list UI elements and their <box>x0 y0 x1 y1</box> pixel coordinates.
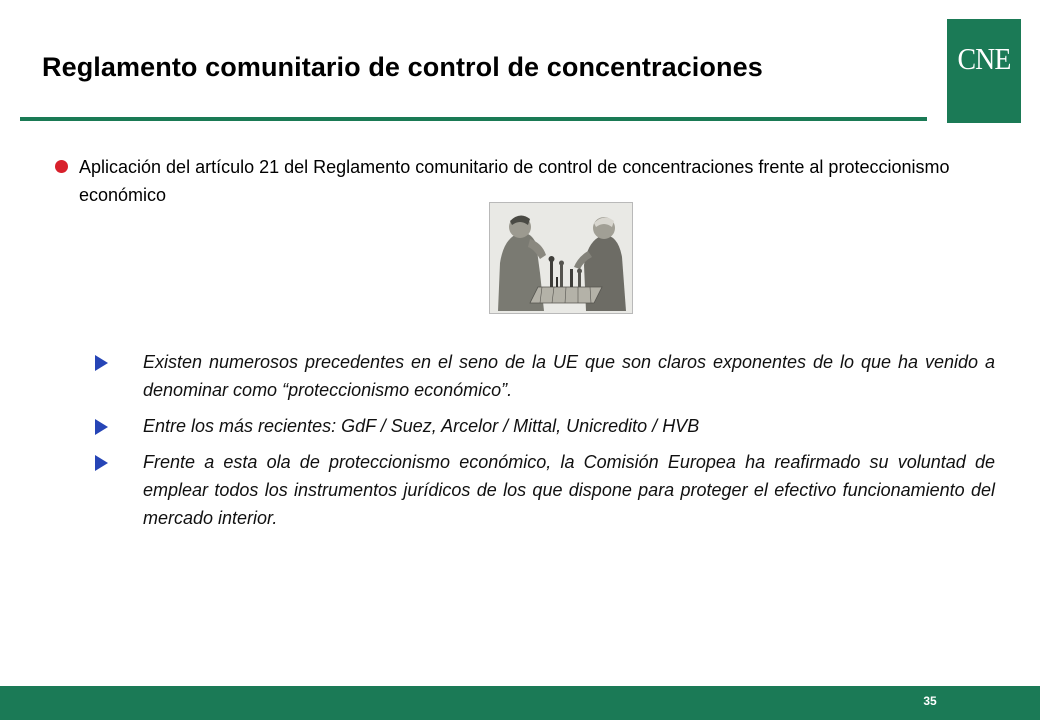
arrow-bullet-icon <box>95 455 108 471</box>
main-bullet-text: Aplicación del artículo 21 del Reglamento comunitario de control de concentraciones frente al proteccionismo económico <box>79 157 950 205</box>
sub-bullet-text: Entre los más recientes: GdF / Suez, Arcelor / Mittal, Unicredito / HVB <box>143 416 700 436</box>
arrow-bullet-icon <box>95 419 108 435</box>
chess-illustration-drawing <box>490 203 632 313</box>
list-item <box>95 348 995 404</box>
arrow-bullet-icon <box>95 355 108 371</box>
slide-title: Reglamento comunitario de control de concentraciones <box>42 52 763 82</box>
footer-bar <box>0 686 1040 720</box>
sub-bullet-text: Frente a esta ola de proteccionismo económico, la Comisión Europea ha reafirmado su voluntad de emplear todos los instrumentos jurídicos de los que dispone para proteger el efectivo funcionamiento del mercado interior. <box>143 452 995 528</box>
list-item <box>95 412 995 440</box>
page-number: 35 <box>923 694 937 708</box>
list-item <box>95 448 995 532</box>
sub-bullet-list <box>95 348 995 540</box>
bullet-dot-icon <box>55 160 68 173</box>
cne-logo <box>947 19 1021 123</box>
chess-players-illustration <box>489 202 633 314</box>
title-underline <box>20 117 927 121</box>
logo-text: CNE <box>957 41 1011 76</box>
sub-bullet-text: Existen numerosos precedentes en el seno de la UE que son claros exponentes de lo que ha venido a denominar como “proteccionismo económico”. <box>143 352 995 400</box>
